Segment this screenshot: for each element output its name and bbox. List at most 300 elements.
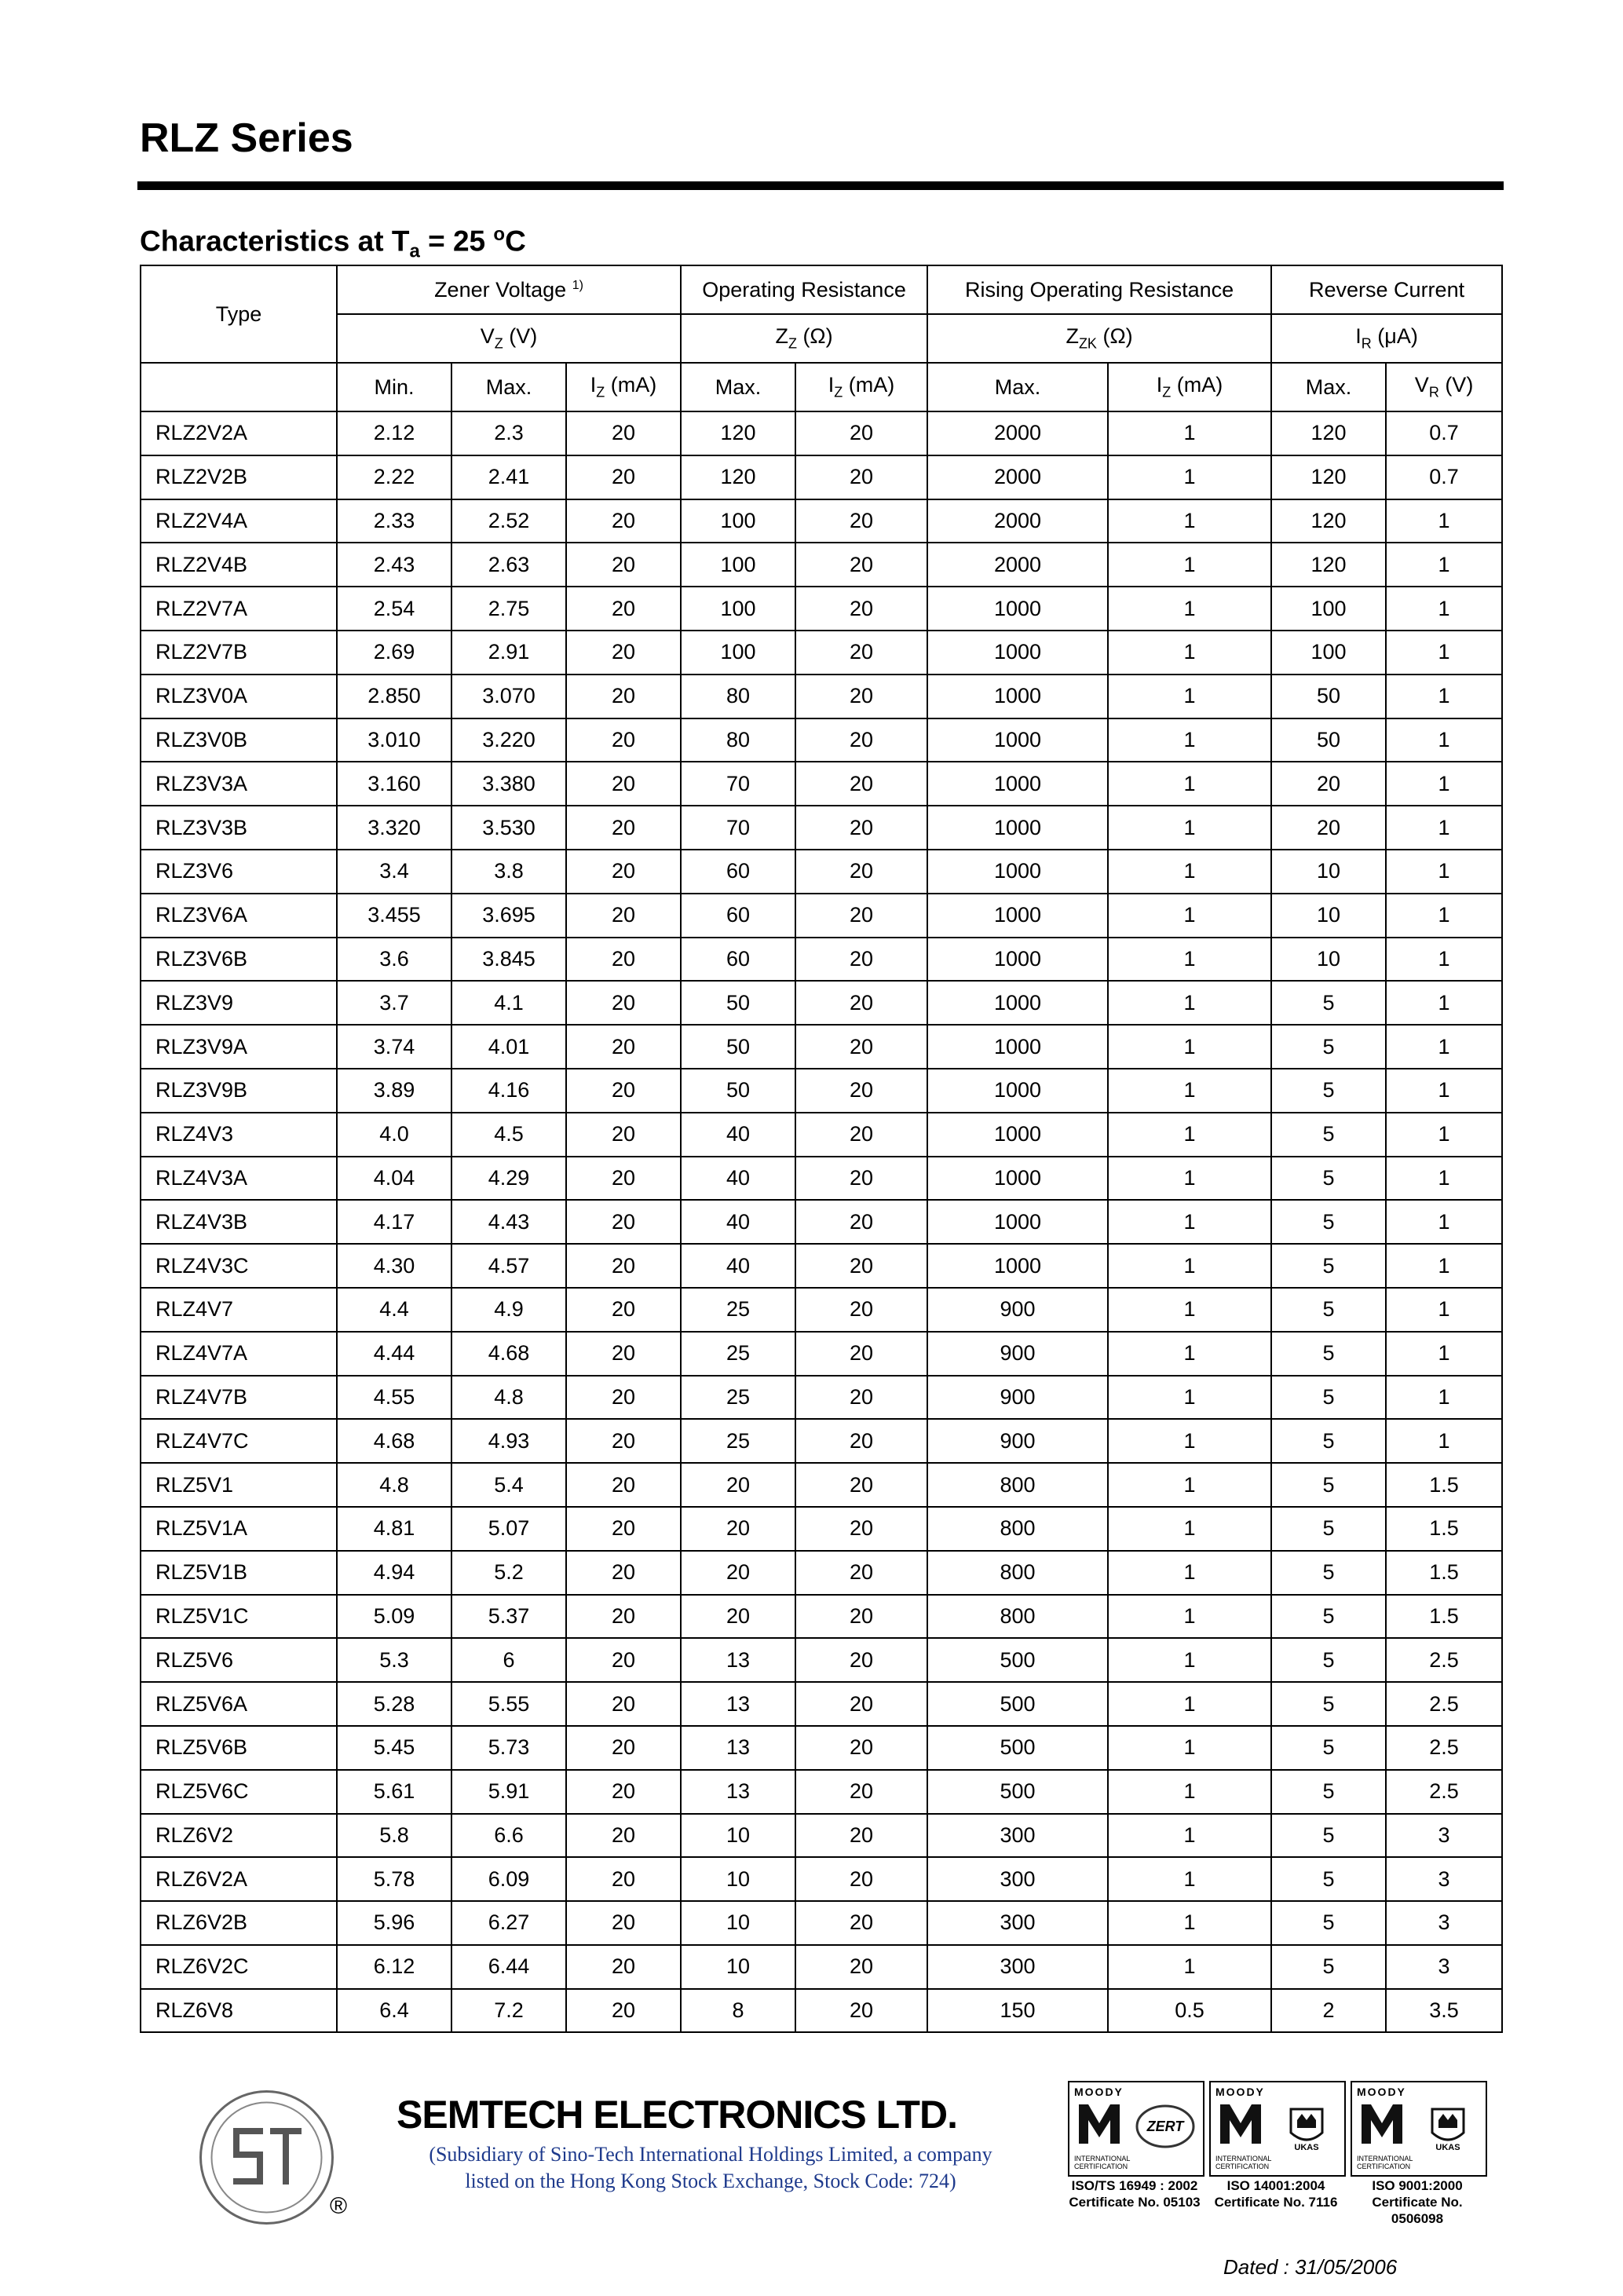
value-cell: 1 <box>1108 499 1271 543</box>
value-cell: 3 <box>1386 1945 1502 1989</box>
value-cell: 3.010 <box>337 718 451 762</box>
value-cell: 20 <box>795 1901 927 1945</box>
table-row <box>141 894 1502 938</box>
value-cell: 1 <box>1386 587 1502 631</box>
certification-caption <box>1205 2177 1347 2210</box>
value-cell: 4.43 <box>451 1200 566 1244</box>
value-cell: 1 <box>1108 981 1271 1025</box>
value-cell: 300 <box>927 1945 1108 1989</box>
table-row <box>141 1376 1502 1420</box>
type-cell: RLZ6V2A <box>141 1857 337 1901</box>
value-cell: 2 <box>1271 1989 1386 2033</box>
value-cell: 20 <box>566 1770 681 1814</box>
value-cell: 6.44 <box>451 1945 566 1989</box>
value-cell: 150 <box>927 1989 1108 2033</box>
svg-text:UKAS: UKAS <box>1294 2143 1319 2152</box>
value-cell: 1 <box>1108 1507 1271 1551</box>
value-cell: 2000 <box>927 543 1108 587</box>
value-cell: 5.91 <box>451 1770 566 1814</box>
value-cell: 4.0 <box>337 1113 451 1157</box>
value-cell: 4.93 <box>451 1419 566 1463</box>
table-row <box>141 1814 1502 1858</box>
value-cell: 40 <box>681 1113 795 1157</box>
type-cell: RLZ4V7C <box>141 1419 337 1463</box>
value-cell: 3.695 <box>451 894 566 938</box>
type-cell: RLZ2V2B <box>141 455 337 499</box>
table-row <box>141 455 1502 499</box>
value-cell: 60 <box>681 938 795 982</box>
value-cell: 2.3 <box>451 411 566 455</box>
value-cell: 1000 <box>927 850 1108 894</box>
value-cell: 300 <box>927 1857 1108 1901</box>
value-cell: 6.4 <box>337 1989 451 2033</box>
document-title: RLZ Series <box>140 115 353 161</box>
value-cell: 300 <box>927 1814 1108 1858</box>
value-cell: 1 <box>1108 1551 1271 1595</box>
value-cell: 1000 <box>927 1157 1108 1201</box>
value-cell: 5.4 <box>451 1463 566 1507</box>
value-cell: 1 <box>1108 1463 1271 1507</box>
value-cell: 20 <box>795 1157 927 1201</box>
value-cell: 20 <box>795 1770 927 1814</box>
certification-caption <box>1347 2177 1488 2227</box>
value-cell: 20 <box>795 1507 927 1551</box>
value-cell: 25 <box>681 1376 795 1420</box>
value-cell: 2.54 <box>337 587 451 631</box>
value-cell: 2000 <box>927 411 1108 455</box>
value-cell: 3 <box>1386 1857 1502 1901</box>
value-cell: 2.22 <box>337 455 451 499</box>
value-cell: 20 <box>795 938 927 982</box>
value-cell: 1 <box>1108 631 1271 675</box>
type-cell: RLZ5V1A <box>141 1507 337 1551</box>
value-cell: 1 <box>1108 894 1271 938</box>
value-cell: 1 <box>1386 894 1502 938</box>
value-cell: 5 <box>1271 1200 1386 1244</box>
value-cell: 5 <box>1271 1463 1386 1507</box>
value-cell: 5 <box>1271 1814 1386 1858</box>
value-cell: 5 <box>1271 1507 1386 1551</box>
table-row <box>141 1770 1502 1814</box>
value-cell: 20 <box>566 499 681 543</box>
value-cell: 10 <box>681 1814 795 1858</box>
value-cell: 4.1 <box>451 981 566 1025</box>
value-cell: 0.5 <box>1108 1989 1271 2033</box>
certification-caption <box>1064 2177 1205 2210</box>
value-cell: 5 <box>1271 1069 1386 1113</box>
value-cell: 3.5 <box>1386 1989 1502 2033</box>
value-cell: 20 <box>795 762 927 806</box>
value-cell: 3.160 <box>337 762 451 806</box>
value-cell: 20 <box>566 1551 681 1595</box>
value-cell: 5 <box>1271 1638 1386 1682</box>
value-cell: 4.5 <box>451 1113 566 1157</box>
moody-m-icon <box>1076 2100 1123 2147</box>
value-cell: 6.09 <box>451 1857 566 1901</box>
type-cell: RLZ3V9 <box>141 981 337 1025</box>
value-cell: 40 <box>681 1244 795 1288</box>
value-cell: 20 <box>795 894 927 938</box>
value-cell: 1 <box>1386 1288 1502 1332</box>
value-cell: 20 <box>566 1419 681 1463</box>
value-cell: 3.4 <box>337 850 451 894</box>
value-cell: 1 <box>1108 455 1271 499</box>
table-row <box>141 499 1502 543</box>
table-row <box>141 850 1502 894</box>
table-row <box>141 1288 1502 1332</box>
value-cell: 5 <box>1271 1945 1386 1989</box>
value-cell: 120 <box>1271 543 1386 587</box>
vr-header: $V_R$ (V) <box>1386 363 1502 411</box>
value-cell: 20 <box>566 543 681 587</box>
value-cell: 5 <box>1271 1376 1386 1420</box>
value-cell: 1 <box>1386 675 1502 718</box>
type-cell: RLZ3V6A <box>141 894 337 938</box>
value-cell: 20 <box>566 1376 681 1420</box>
value-cell: 60 <box>681 894 795 938</box>
value-cell: 5.37 <box>451 1595 566 1639</box>
ir-max-header: Max. <box>1271 363 1386 411</box>
cert-number: Certificate No. 0506098 <box>1372 2195 1463 2226</box>
table-row <box>141 1638 1502 1682</box>
type-cell: RLZ6V2B <box>141 1901 337 1945</box>
value-cell: 20 <box>681 1551 795 1595</box>
certification-badge <box>1209 2081 1346 2177</box>
table-row <box>141 718 1502 762</box>
section-title: Characteristics at $T_a = 25$ $^o$C <box>140 224 526 262</box>
value-cell: 50 <box>681 981 795 1025</box>
table-row <box>141 675 1502 718</box>
zert-seal-icon <box>1134 2101 1197 2152</box>
value-cell: 10 <box>681 1901 795 1945</box>
value-cell: 50 <box>1271 675 1386 718</box>
type-cell: RLZ3V0A <box>141 675 337 718</box>
value-cell: 4.81 <box>337 1507 451 1551</box>
zzk-max-header: Max. <box>927 363 1108 411</box>
value-cell: 6.6 <box>451 1814 566 1858</box>
value-cell: 5 <box>1271 1682 1386 1726</box>
title-rule <box>137 181 1504 190</box>
value-cell: 4.9 <box>451 1288 566 1332</box>
value-cell: 120 <box>681 455 795 499</box>
table-row <box>141 1989 1502 2033</box>
value-cell: 1000 <box>927 1200 1108 1244</box>
type-cell: RLZ3V6 <box>141 850 337 894</box>
value-cell: 20 <box>795 1638 927 1682</box>
cert-brand: MOODY <box>1215 2086 1265 2098</box>
cert-small-text: INTERNATIONAL CERTIFICATION <box>1215 2155 1272 2170</box>
value-cell: 100 <box>681 499 795 543</box>
value-cell: 20 <box>566 1682 681 1726</box>
value-cell: 20 <box>566 762 681 806</box>
value-cell: 20 <box>795 543 927 587</box>
value-cell: 1000 <box>927 981 1108 1025</box>
value-cell: 8 <box>681 1989 795 2033</box>
value-cell: 70 <box>681 806 795 850</box>
value-cell: 2.75 <box>451 587 566 631</box>
value-cell: 20 <box>566 1595 681 1639</box>
value-cell: 2000 <box>927 499 1108 543</box>
value-cell: 10 <box>1271 938 1386 982</box>
value-cell: 5.28 <box>337 1682 451 1726</box>
value-cell: 1 <box>1386 1332 1502 1376</box>
value-cell: 2.63 <box>451 543 566 587</box>
value-cell: 20 <box>795 1726 927 1770</box>
value-cell: 1 <box>1386 850 1502 894</box>
value-cell: 3 <box>1386 1814 1502 1858</box>
value-cell: 800 <box>927 1551 1108 1595</box>
value-cell: 20 <box>795 1682 927 1726</box>
value-cell: 3.530 <box>451 806 566 850</box>
value-cell: 1000 <box>927 631 1108 675</box>
value-cell: 20 <box>566 1069 681 1113</box>
value-cell: 1 <box>1108 1638 1271 1682</box>
table-row <box>141 411 1502 455</box>
value-cell: 2.5 <box>1386 1770 1502 1814</box>
value-cell: 1 <box>1386 631 1502 675</box>
table-row <box>141 1244 1502 1288</box>
value-cell: 20 <box>795 411 927 455</box>
reverse-current-header: Reverse Current <box>1271 265 1502 314</box>
table-row <box>141 1113 1502 1157</box>
value-cell: 900 <box>927 1288 1108 1332</box>
value-cell: 20 <box>795 1814 927 1858</box>
value-cell: 2000 <box>927 455 1108 499</box>
value-cell: 1000 <box>927 894 1108 938</box>
value-cell: 1 <box>1108 806 1271 850</box>
value-cell: 20 <box>566 1726 681 1770</box>
table-row <box>141 1332 1502 1376</box>
type-cell: RLZ3V0B <box>141 718 337 762</box>
value-cell: 0.7 <box>1386 411 1502 455</box>
value-cell: 5 <box>1271 981 1386 1025</box>
value-cell: 1 <box>1386 1376 1502 1420</box>
value-cell: 20 <box>681 1595 795 1639</box>
table-row <box>141 806 1502 850</box>
table-row <box>141 1157 1502 1201</box>
value-cell: 500 <box>927 1726 1108 1770</box>
table-row <box>141 938 1502 982</box>
value-cell: 4.17 <box>337 1200 451 1244</box>
value-cell: 10 <box>681 1857 795 1901</box>
value-cell: 20 <box>566 1157 681 1201</box>
value-cell: 20 <box>566 1945 681 1989</box>
value-cell: 50 <box>681 1069 795 1113</box>
value-cell: 20 <box>566 806 681 850</box>
value-cell: 5.07 <box>451 1507 566 1551</box>
value-cell: 20 <box>566 1113 681 1157</box>
type-cell: RLZ5V6B <box>141 1726 337 1770</box>
value-cell: 20 <box>566 1507 681 1551</box>
value-cell: 1 <box>1108 1288 1271 1332</box>
value-cell: 20 <box>566 1901 681 1945</box>
value-cell: 120 <box>1271 499 1386 543</box>
value-cell: 20 <box>795 455 927 499</box>
value-cell: 1000 <box>927 718 1108 762</box>
value-cell: 1 <box>1386 718 1502 762</box>
table-row <box>141 1682 1502 1726</box>
value-cell: 40 <box>681 1200 795 1244</box>
value-cell: 3.845 <box>451 938 566 982</box>
value-cell: 4.55 <box>337 1376 451 1420</box>
cert-small-text: INTERNATIONAL CERTIFICATION <box>1074 2155 1131 2170</box>
value-cell: 2.41 <box>451 455 566 499</box>
value-cell: 13 <box>681 1770 795 1814</box>
value-cell: 20 <box>795 1989 927 2033</box>
value-cell: 3.220 <box>451 718 566 762</box>
value-cell: 500 <box>927 1682 1108 1726</box>
type-cell: RLZ6V2C <box>141 1945 337 1989</box>
value-cell: 1 <box>1386 499 1502 543</box>
value-cell: 20 <box>1271 762 1386 806</box>
value-cell: 1 <box>1108 1200 1271 1244</box>
value-cell: 2.12 <box>337 411 451 455</box>
zz-unit-header: $Z_Z$ (Ω) <box>681 314 927 363</box>
value-cell: 60 <box>681 850 795 894</box>
type-cell: RLZ4V3 <box>141 1113 337 1157</box>
value-cell: 4.8 <box>337 1463 451 1507</box>
value-cell: 5 <box>1271 1332 1386 1376</box>
value-cell: 5 <box>1271 1770 1386 1814</box>
cert-standard: ISO 9001:2000 <box>1372 2178 1463 2193</box>
type-cell: RLZ2V7A <box>141 587 337 631</box>
value-cell: 1 <box>1386 1200 1502 1244</box>
table-row <box>141 1551 1502 1595</box>
type-cell: RLZ4V3C <box>141 1244 337 1288</box>
value-cell: 20 <box>566 1244 681 1288</box>
certification-badge <box>1351 2081 1487 2177</box>
value-cell: 4.57 <box>451 1244 566 1288</box>
value-cell: 1.5 <box>1386 1595 1502 1639</box>
table-row <box>141 1595 1502 1639</box>
value-cell: 1 <box>1108 1595 1271 1639</box>
svg-text:ZERT: ZERT <box>1146 2119 1184 2134</box>
value-cell: 300 <box>927 1901 1108 1945</box>
value-cell: 1 <box>1386 981 1502 1025</box>
value-cell: 10 <box>681 1945 795 1989</box>
table-row <box>141 1025 1502 1069</box>
value-cell: 20 <box>795 1113 927 1157</box>
value-cell: 20 <box>566 1989 681 2033</box>
value-cell: 20 <box>566 675 681 718</box>
table-row <box>141 1945 1502 1989</box>
value-cell: 20 <box>566 455 681 499</box>
characteristics-table <box>140 265 1503 2033</box>
value-cell: 1 <box>1386 1069 1502 1113</box>
value-cell: 100 <box>1271 631 1386 675</box>
value-cell: 5 <box>1271 1901 1386 1945</box>
table-row <box>141 587 1502 631</box>
vz-min-header: Min. <box>337 363 451 411</box>
value-cell: 4.16 <box>451 1069 566 1113</box>
value-cell: 6.27 <box>451 1901 566 1945</box>
value-cell: 5 <box>1271 1113 1386 1157</box>
value-cell: 2.5 <box>1386 1682 1502 1726</box>
table-row <box>141 1901 1502 1945</box>
value-cell: 3.6 <box>337 938 451 982</box>
cert-standard: ISO/TS 16949 : 2002 <box>1071 2178 1198 2193</box>
value-cell: 20 <box>795 1069 927 1113</box>
value-cell: 1 <box>1108 938 1271 982</box>
value-cell: 1 <box>1108 1376 1271 1420</box>
value-cell: 5 <box>1271 1157 1386 1201</box>
value-cell: 5.78 <box>337 1857 451 1901</box>
value-cell: 5 <box>1271 1726 1386 1770</box>
value-cell: 1 <box>1108 1332 1271 1376</box>
value-cell: 800 <box>927 1463 1108 1507</box>
value-cell: 1 <box>1386 1419 1502 1463</box>
value-cell: 5 <box>1271 1595 1386 1639</box>
value-cell: 20 <box>566 718 681 762</box>
table-row <box>141 762 1502 806</box>
value-cell: 20 <box>795 1419 927 1463</box>
value-cell: 20 <box>795 1244 927 1288</box>
value-cell: 120 <box>681 411 795 455</box>
value-cell: 5 <box>1271 1025 1386 1069</box>
value-cell: 3.8 <box>451 850 566 894</box>
value-cell: 2.52 <box>451 499 566 543</box>
table-row <box>141 1507 1502 1551</box>
table-body <box>141 411 1502 2032</box>
value-cell: 50 <box>1271 718 1386 762</box>
value-cell: 800 <box>927 1595 1108 1639</box>
value-cell: 4.29 <box>451 1157 566 1201</box>
type-cell: RLZ3V3B <box>141 806 337 850</box>
value-cell: 20 <box>795 1551 927 1595</box>
value-cell: 800 <box>927 1507 1108 1551</box>
table-row <box>141 981 1502 1025</box>
type-header-blank <box>141 363 337 411</box>
value-cell: 25 <box>681 1332 795 1376</box>
value-cell: 6 <box>451 1638 566 1682</box>
value-cell: 1000 <box>927 587 1108 631</box>
value-cell: 1000 <box>927 806 1108 850</box>
value-cell: 1 <box>1108 1025 1271 1069</box>
table-row <box>141 543 1502 587</box>
value-cell: 1 <box>1108 543 1271 587</box>
value-cell: 13 <box>681 1726 795 1770</box>
value-cell: 20 <box>566 1288 681 1332</box>
value-cell: 1 <box>1386 806 1502 850</box>
value-cell: 100 <box>1271 587 1386 631</box>
value-cell: 10 <box>1271 850 1386 894</box>
value-cell: 20 <box>566 1200 681 1244</box>
value-cell: 3.455 <box>337 894 451 938</box>
value-cell: 20 <box>566 1857 681 1901</box>
value-cell: 1 <box>1108 1945 1271 1989</box>
table-row <box>141 1419 1502 1463</box>
value-cell: 6.12 <box>337 1945 451 1989</box>
value-cell: 4.01 <box>451 1025 566 1069</box>
value-cell: 20 <box>795 850 927 894</box>
value-cell: 20 <box>795 1857 927 1901</box>
type-cell: RLZ5V1 <box>141 1463 337 1507</box>
value-cell: 25 <box>681 1419 795 1463</box>
value-cell: 3.320 <box>337 806 451 850</box>
value-cell: 5.3 <box>337 1638 451 1682</box>
table-row <box>141 1463 1502 1507</box>
value-cell: 1 <box>1108 1726 1271 1770</box>
table-row <box>141 631 1502 675</box>
value-cell: 1 <box>1108 1113 1271 1157</box>
type-cell: RLZ5V6A <box>141 1682 337 1726</box>
value-cell: 1 <box>1108 1682 1271 1726</box>
type-cell: RLZ3V9B <box>141 1069 337 1113</box>
zz-max-header: Max. <box>681 363 795 411</box>
value-cell: 3 <box>1386 1901 1502 1945</box>
value-cell: 1 <box>1108 1770 1271 1814</box>
value-cell: 20 <box>795 587 927 631</box>
